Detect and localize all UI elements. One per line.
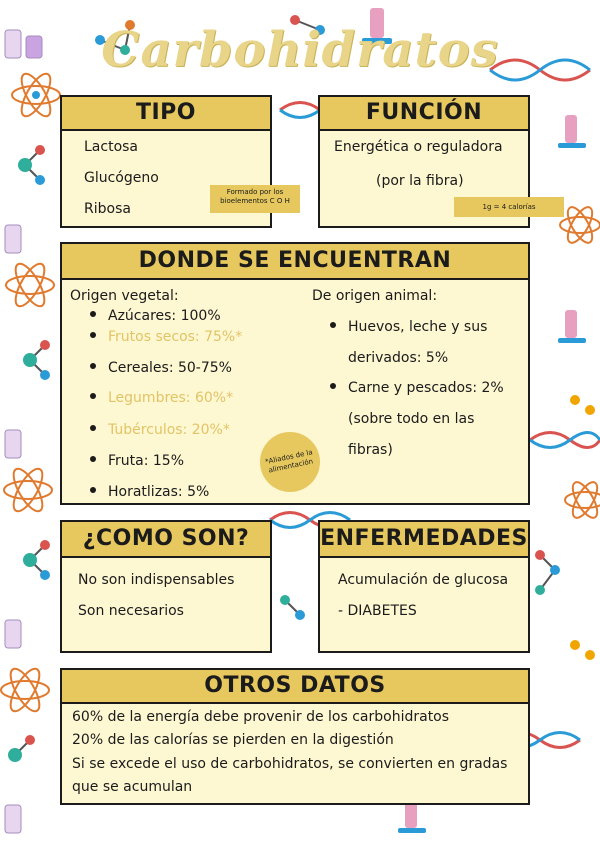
list-item: Cereales: 50-75%: [90, 360, 232, 376]
funcion-line: (por la fibra): [376, 173, 464, 189]
list-item-cont: fibras): [348, 442, 393, 458]
aliados-seal: *Aliados de la alimentación: [254, 426, 325, 497]
otros-heading: OTROS DATOS: [62, 670, 528, 704]
funcion-heading: FUNCIÓN: [320, 97, 528, 131]
flask-icon: [5, 225, 21, 253]
microscope-icon: [558, 115, 586, 148]
list-item: Horatlizas: 5%: [90, 484, 209, 500]
molecule-icon: [280, 595, 305, 620]
list-item: Acumulación de glucosa: [338, 572, 509, 588]
flask-icon: [5, 620, 21, 833]
otros-line: 60% de la energía debe provenir de los carbohidratos: [72, 709, 450, 725]
otros-line: 20% de las calorías se pierden en la digestión: [72, 732, 394, 748]
como-heading: ¿COMO SON?: [62, 522, 270, 558]
tipo-card: [60, 95, 290, 228]
enfermedades-card: [318, 520, 530, 653]
enfermedades-heading: ENFERMEDADES: [320, 522, 528, 558]
atom-icon: [4, 465, 52, 516]
list-item: Frutos secos: 75%*: [90, 329, 242, 345]
list-item: Ribosa: [84, 201, 131, 217]
molecule-icon: [18, 145, 45, 185]
list-item: Tubérculos: 20%*: [90, 422, 230, 438]
vegetal-label: Origen vegetal:: [70, 288, 179, 304]
molecule-icon: [535, 550, 560, 595]
funcion-card: [318, 95, 536, 228]
dna-icon: [530, 433, 600, 448]
molecule-icon: [23, 540, 50, 580]
flask-icon: [5, 430, 21, 458]
molecule-icon: [8, 735, 35, 762]
atom-icon: [6, 260, 54, 311]
tipo-note: Formado por los bioelementos C O H: [210, 185, 300, 213]
list-item: - DIABETES: [338, 603, 417, 619]
otros-line: Si se excede el uso de carbohidratos, se convierten en gradas: [72, 756, 508, 772]
list-item: Huevos, leche y sus: [330, 319, 487, 335]
animal-label: De origen animal:: [312, 288, 438, 304]
list-item: Azúcares: 100%: [90, 308, 221, 324]
donde-card: [60, 242, 530, 505]
atom-icon: [565, 479, 600, 522]
tipo-heading: TIPO: [62, 97, 270, 131]
donde-heading: DONDE SE ENCUENTRAN: [62, 244, 528, 280]
como-card: [60, 520, 272, 653]
list-item: Lactosa: [84, 139, 139, 155]
list-item: Glucógeno: [84, 170, 159, 186]
atom-icon: [560, 204, 600, 247]
funcion-line: Energética o reguladora: [334, 139, 503, 155]
list-item: Fruta: 15%: [90, 453, 184, 469]
list-item: Son necesarios: [78, 603, 184, 619]
funcion-note: 1g = 4 calorías: [454, 197, 564, 217]
otros-line: que se acumulan: [72, 779, 193, 795]
page-title: Carbohidratos: [101, 22, 499, 78]
list-item-cont: (sobre todo en las: [348, 411, 475, 427]
list-item: No son indispensables: [78, 572, 235, 588]
list-item: Legumbres: 60%*: [90, 390, 233, 406]
molecule-icon: [23, 340, 50, 380]
otros-card: [60, 668, 530, 805]
list-item: Carne y pescados: 2%: [330, 380, 504, 396]
list-item-cont: derivados: 5%: [348, 350, 449, 366]
microscope-icon: [558, 310, 586, 343]
atom-icon: [1, 665, 49, 716]
